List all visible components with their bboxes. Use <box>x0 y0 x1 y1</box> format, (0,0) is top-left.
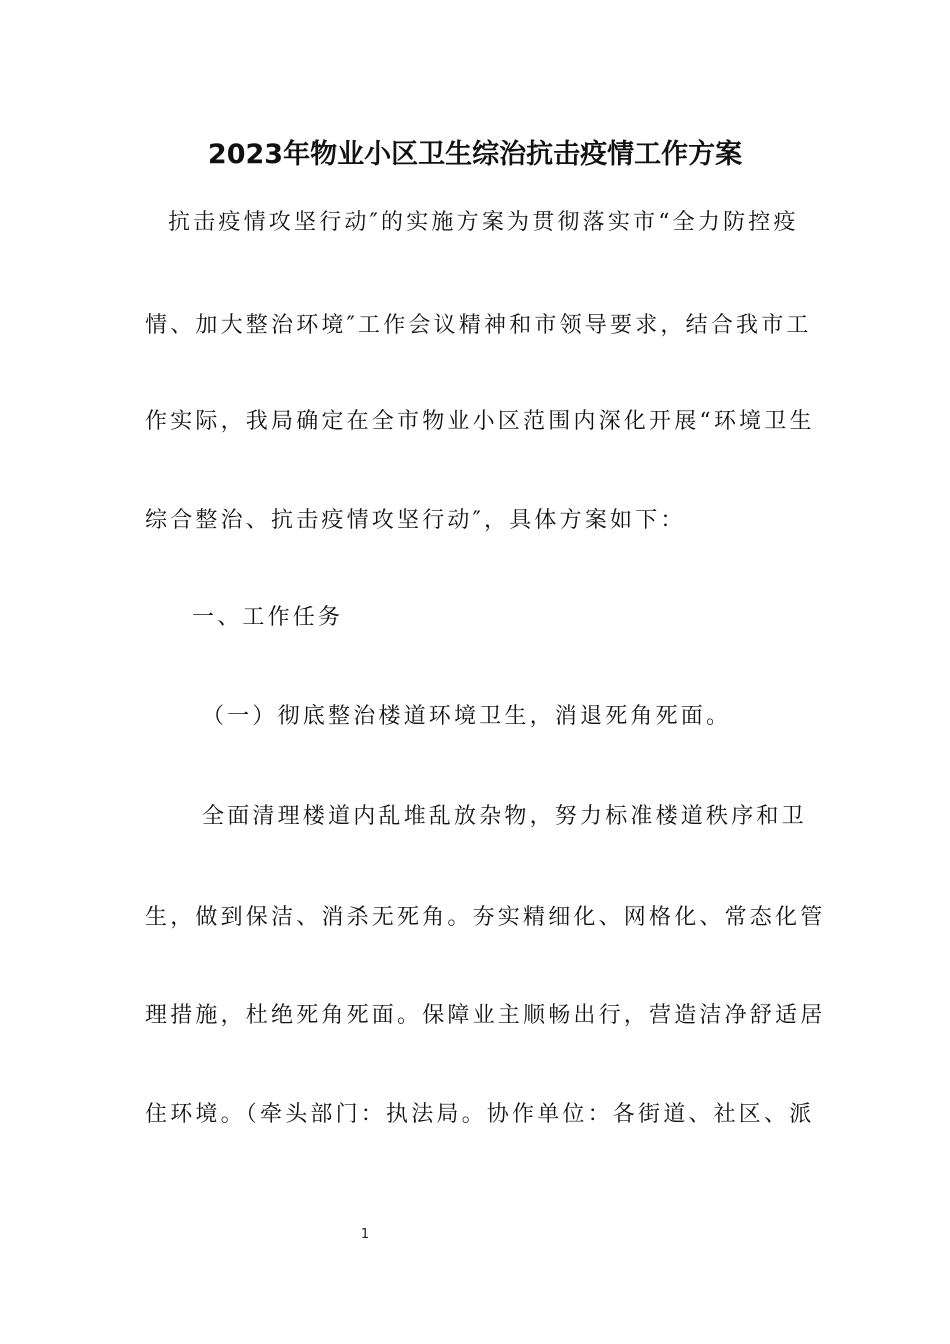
body-text-line: 情、加大整治环境″工作会议精神和市领导要求，结合我市工 <box>145 313 812 338</box>
body-text-line: 理措施，杜绝死角死面。保障业主顺畅出行，营造洁净舒适居 <box>145 1003 826 1028</box>
body-text-line: 全面清理楼道内乱堆乱放杂物，努力标准楼道秩序和卫 <box>202 804 807 829</box>
body-text-line: 抗击疫情攻坚行动″的实施方案为贯彻落实市“全力防控疫 <box>168 210 799 235</box>
body-text-line: 作实际，我局确定在全市物业小区范围内深化开展“环境卫生 <box>145 409 815 434</box>
subsection-heading: （一）彻底整治楼道环境卫生，消退死角死面。 <box>202 704 732 729</box>
body-text-line: 住环境。（牵头部门：执法局。协作单位：各街道、社区、派 <box>145 1102 815 1127</box>
body-text-line: 综合整治、抗击疫情攻坚行动″，具体方案如下： <box>145 508 686 533</box>
body-text-line: 生，做到保洁、消杀无死角。夯实精细化、网格化、常态化管 <box>145 905 826 930</box>
document-title: 2023年物业小区卫生综治抗击疫情工作方案 <box>207 139 743 170</box>
section-heading: 一、工作任务 <box>192 605 344 630</box>
page-number: 1 <box>360 1227 370 1242</box>
